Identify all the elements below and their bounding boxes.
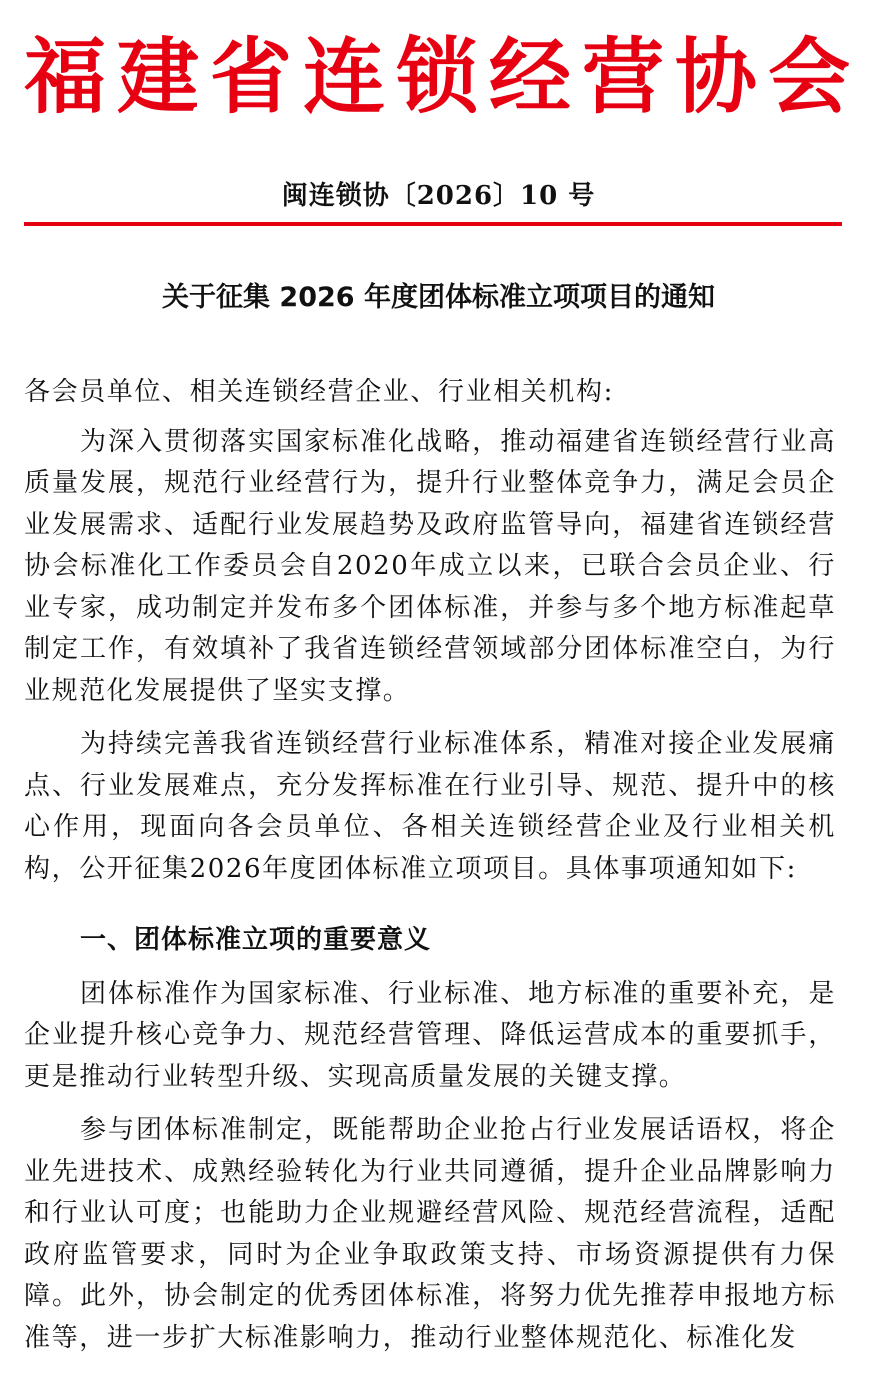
org-char: 福 bbox=[23, 30, 106, 125]
paragraph: 参与团体标准制定，既能帮助企业抢占行业发展话语权，将企业先进技术、成熟经验转化为行业共同遵循，提升企业品牌影响力和行业认可度；也能助力企业规避经营风险、规范经营流程，适配政府监管要求，同时为企业争取政策支持、市场资源提供有力保障。此外，协会制定的优秀团体标准，将努力优先推荐申报地方标准等，进一步扩大标准影响力，推动行业整体规范化、标准化发 bbox=[24, 1115, 836, 1353]
notice-body bbox=[24, 372, 836, 1359]
org-char: 省 bbox=[209, 30, 292, 125]
org-char: 会 bbox=[767, 30, 850, 125]
document-number: 闽连锁协〔2026〕10 号 bbox=[281, 181, 596, 211]
organization-header bbox=[22, 28, 852, 128]
paragraph: 为深入贯彻落实国家标准化战略，推动福建省连锁经营行业高质量发展，规范行业经营行为，提升行业整体竞争力，满足会员企业发展需求、适配行业发展趋势及政府监管导向，福建省连锁经营协会标准化工作委员会自2020年成立以来，已联合会员企业、行业专家，成功制定并发布多个团体标准，并参与多个地方标准起草制定工作，有效填补了我省连锁经营领域部分团体标准空白，为行业规范化发展提供了坚实支撑。 bbox=[24, 426, 836, 706]
paragraph: 团体标准作为国家标准、行业标准、地方标准的重要补充，是企业提升核心竞争力、规范经营管理、降低运营成本的重要抓手，更是推动行业转型升级、实现高质量发展的关键支撑。 bbox=[24, 978, 836, 1092]
org-char: 经 bbox=[488, 30, 571, 125]
org-char: 连 bbox=[302, 30, 385, 125]
section-heading: 一、团体标准立项的重要意义 bbox=[80, 925, 432, 955]
header-divider bbox=[24, 222, 842, 226]
org-char: 营 bbox=[581, 30, 664, 125]
paragraph: 为持续完善我省连锁经营行业标准体系，精准对接企业发展痛点、行业发展难点，充分发挥标准在行业引导、规范、提升中的核心作用，现面向各会员单位、各相关连锁经营企业及行业相关机构，公开征集2026年度团体标准立项项目。具体事项通知如下: bbox=[24, 729, 836, 884]
salutation: 各会员单位、相关连锁经营企业、行业相关机构: bbox=[24, 377, 614, 407]
org-char: 锁 bbox=[395, 30, 478, 125]
org-char: 协 bbox=[674, 30, 757, 125]
notice-title: 关于征集 2026 年度团体标准立项项目的通知 bbox=[162, 282, 715, 313]
org-char: 建 bbox=[116, 30, 199, 125]
